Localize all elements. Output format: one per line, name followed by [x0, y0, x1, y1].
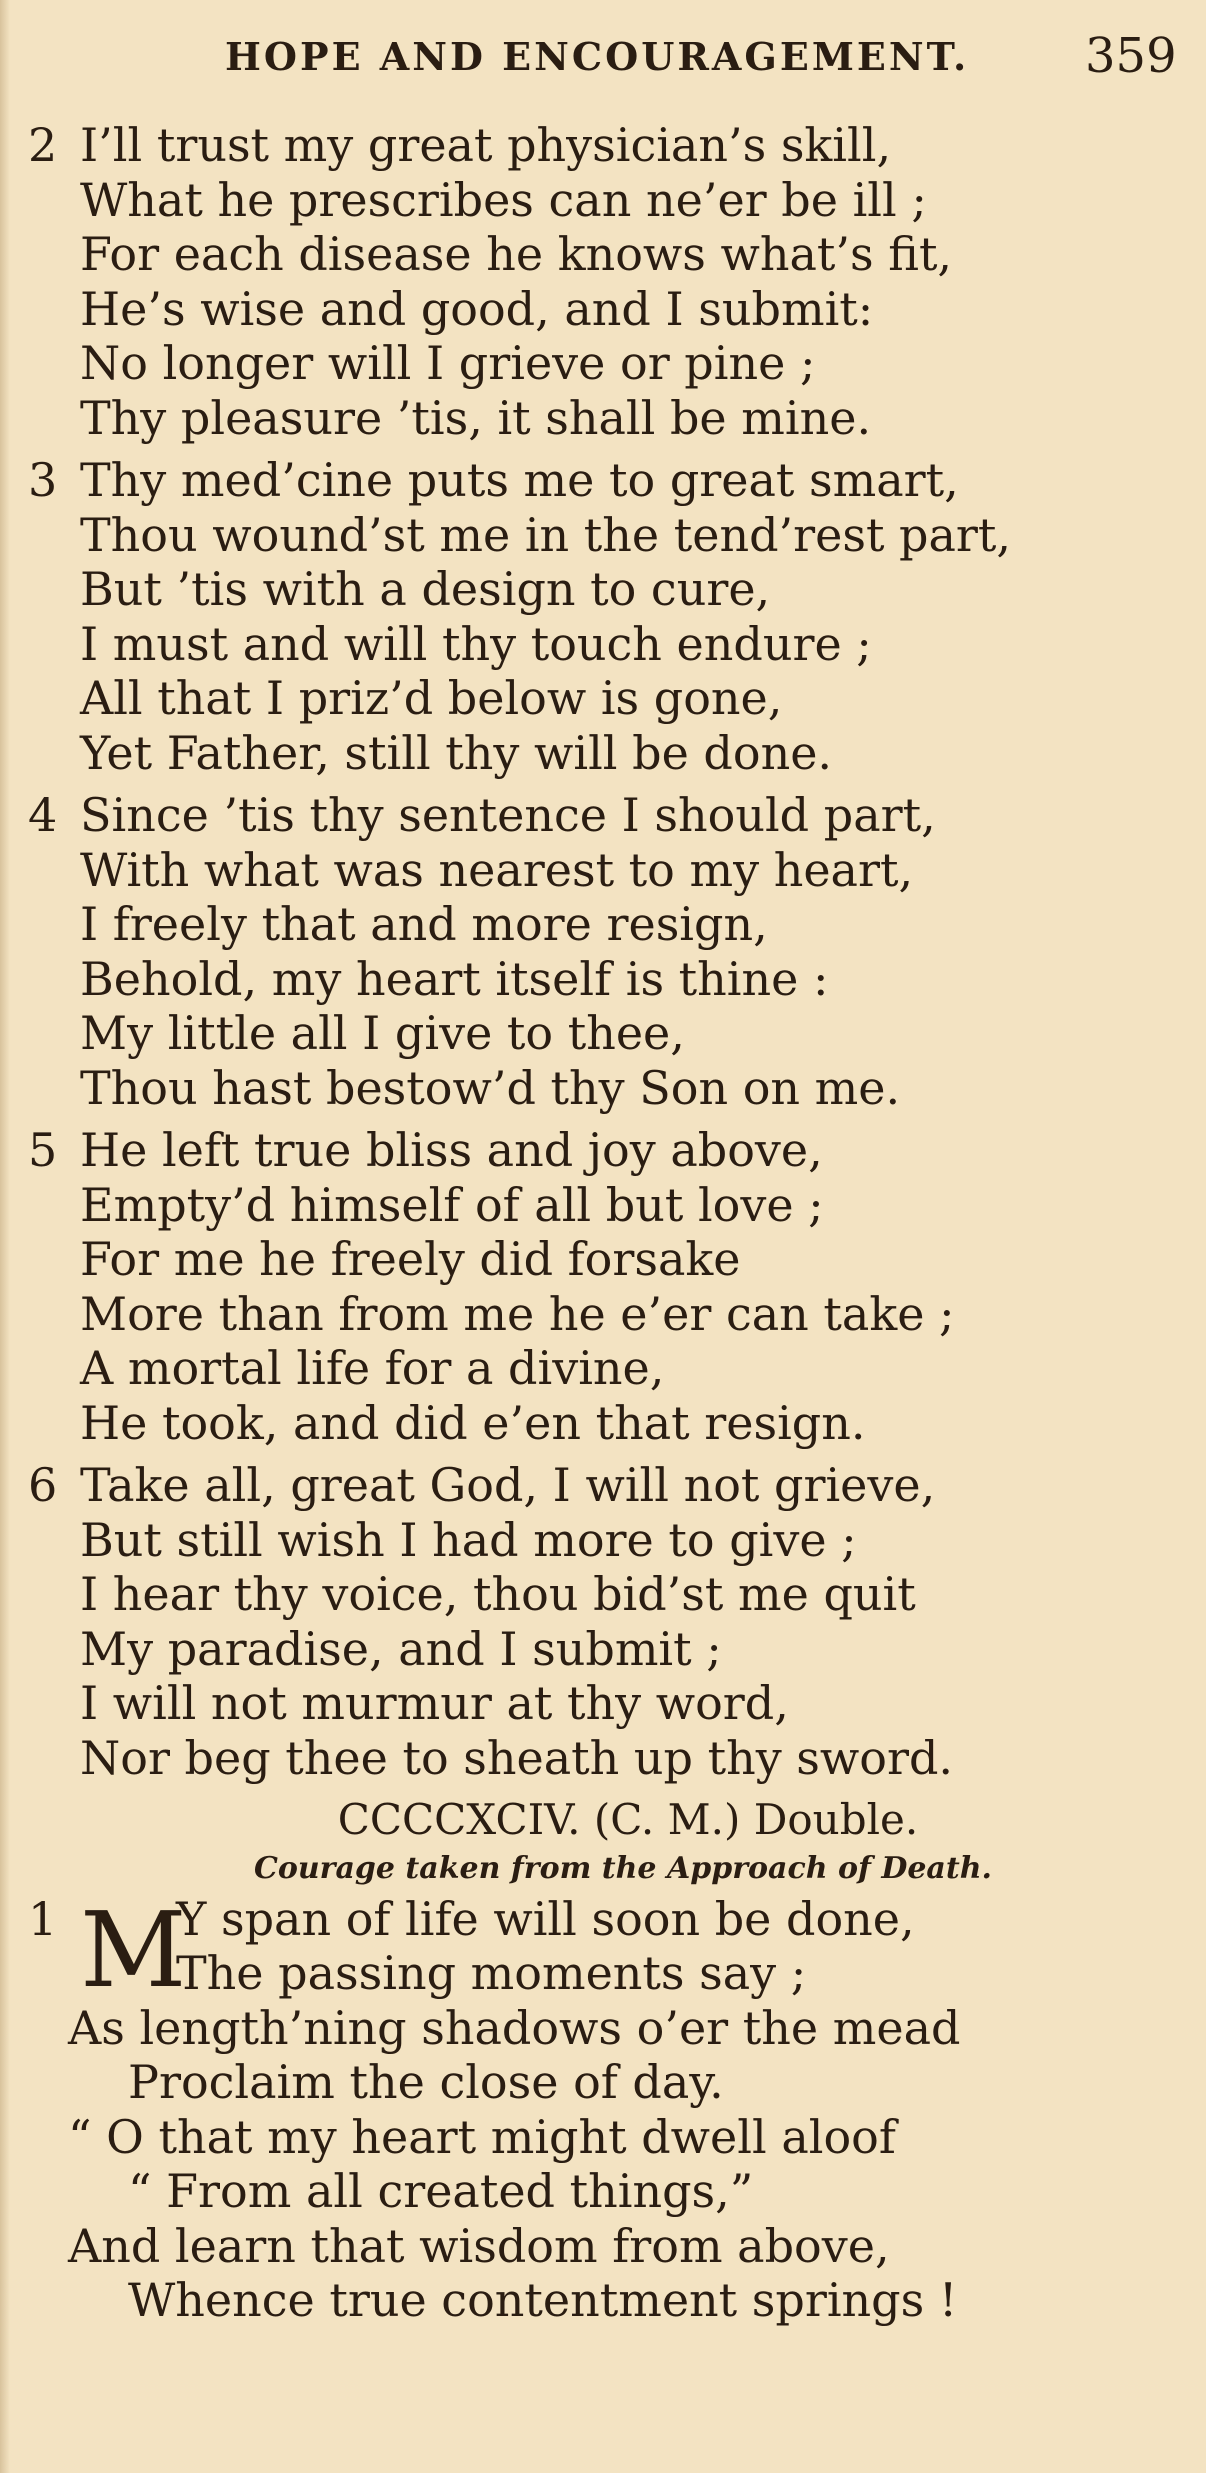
- verse-line: Thou hast bestow’d thy Son on me.: [80, 1060, 901, 1115]
- verse-line: But still wish I had more to give ;: [80, 1512, 857, 1567]
- verse-line: “ O that my heart might dwell aloof: [68, 2109, 896, 2164]
- verse-line: He’s wise and good, and I submit:: [80, 281, 874, 336]
- hymn-text: [28, 118, 1188, 2336]
- verse-line: Whence true contentment springs !: [128, 2273, 958, 2327]
- hymn-subtitle: Courage taken from the Approach of Death.: [253, 1850, 992, 1886]
- verse-line: I freely that and more resign,: [80, 897, 768, 951]
- verse-line: But ’tis with a design to cure,: [80, 562, 771, 616]
- stanza-number: 3: [28, 453, 58, 507]
- verse-line: I will not murmur at thy word,: [80, 1676, 789, 1730]
- verse-line: I’ll trust my great physician’s skill,: [80, 118, 892, 172]
- page-number: 359: [1085, 28, 1177, 84]
- stanza-4: [28, 788, 1188, 1115]
- stanza-number: 6: [28, 1458, 58, 1512]
- verse-line: All that I priz’d below is gone,: [80, 671, 783, 725]
- verse-line: And learn that wisdom from above,: [68, 2218, 890, 2273]
- stanza-number: 4: [28, 788, 58, 842]
- verse-line: Take all, great God, I will not grieve,: [80, 1458, 936, 1512]
- verse-line: “ From all created things,”: [128, 2164, 754, 2218]
- verse-line: The passing moments say ;: [176, 1946, 807, 2000]
- verse-line: I must and will thy touch endure ;: [80, 616, 872, 671]
- verse-line: Thou wound’st me in the tend’rest part,: [80, 507, 1012, 562]
- verse-line: He left true bliss and joy above,: [80, 1123, 823, 1177]
- verse-line: Behold, my heart itself is thine :: [80, 951, 829, 1006]
- verse-line: Empty’d himself of all but love ;: [80, 1177, 824, 1232]
- verse-line: I hear thy voice, thou bid’st me quit: [80, 1567, 916, 1621]
- verse-line: Since ’tis thy sentence I should part,: [80, 788, 936, 842]
- verse-line: With what was nearest to my heart,: [80, 842, 914, 897]
- stanza-2: [28, 118, 1188, 445]
- verse-line: A mortal life for a divine,: [80, 1341, 665, 1395]
- stanza-number: 1: [28, 1891, 58, 1946]
- new-hymn-stanza-1: [28, 1888, 1188, 2328]
- verse-line: My little all I give to thee,: [80, 1006, 685, 1060]
- stanza-3: [28, 453, 1188, 780]
- stanza-5: [28, 1123, 1188, 1450]
- hymn-heading: CCCCXCIV. (C. M.) Double.: [337, 1795, 919, 1844]
- verse-line: Thy med’cine puts me to great smart,: [80, 453, 959, 507]
- verse-line: Y span of life will soon be done,: [176, 1891, 915, 1946]
- verse-line: No longer will I grieve or pine ;: [80, 336, 816, 390]
- running-head: HOPE AND ENCOURAGEMENT.: [225, 34, 970, 79]
- verse-line: What he prescribes can ne’er be ill ;: [80, 172, 927, 227]
- verse-line: Proclaim the close of day.: [128, 2055, 724, 2109]
- verse-line: Yet Father, still thy will be done.: [80, 725, 833, 780]
- stanza-6: [28, 1458, 1188, 1785]
- verse-line: Nor beg thee to sheath up thy sword.: [80, 1730, 954, 1785]
- drop-cap: M: [80, 1888, 187, 2011]
- page-gutter: [0, 0, 10, 2473]
- verse-line: More than from me he e’er can take ;: [80, 1286, 955, 1341]
- stanza-number: 2: [28, 118, 58, 172]
- stanza-number: 5: [28, 1123, 58, 1177]
- page-header: [0, 28, 1206, 88]
- verse-line: As length’ning shadows o’er the mead: [68, 2000, 961, 2055]
- verse-line: For me he freely did forsake: [80, 1232, 741, 1286]
- verse-line: He took, and did e’en that resign.: [80, 1395, 866, 1450]
- verse-line: My paradise, and I submit ;: [80, 1621, 722, 1676]
- verse-line: For each disease he knows what’s fit,: [80, 227, 953, 281]
- verse-line: Thy pleasure ’tis, it shall be mine.: [80, 390, 872, 445]
